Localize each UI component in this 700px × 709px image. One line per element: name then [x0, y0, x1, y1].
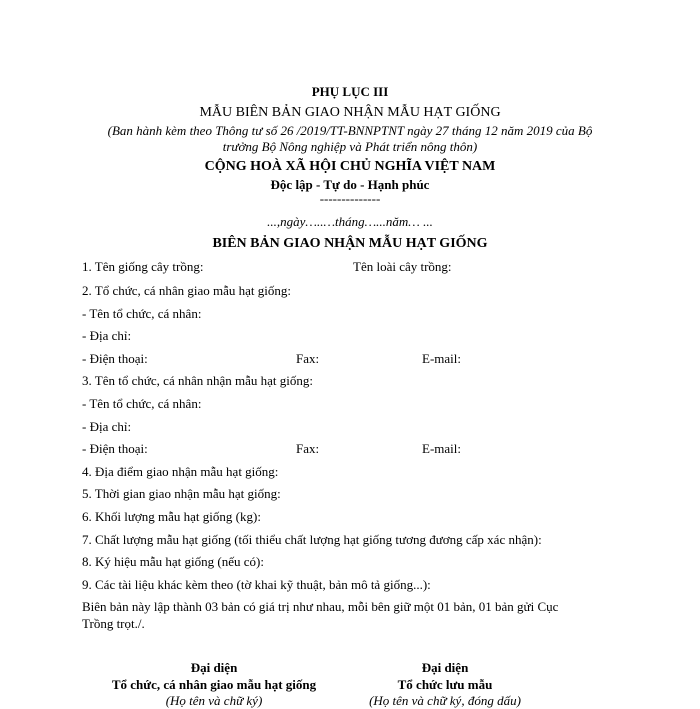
field-sender-address: - Địa chỉ: — [82, 328, 132, 343]
field-receiver-address: - Địa chỉ: — [82, 419, 132, 434]
field-sample-code: 8. Ký hiệu mẫu hạt giống (nếu có): — [82, 554, 264, 569]
closing-statement-line-2: Trồng trọt./. — [82, 616, 145, 631]
header-divider: -------------- — [319, 191, 381, 206]
field-sample-weight: 6. Khối lượng mẫu hạt giống (kg): — [82, 509, 261, 524]
field-crop-variety: 1. Tên giống cây trồng: — [82, 259, 204, 274]
signature-right-party: Tổ chức lưu mẫu — [397, 677, 493, 692]
country-name: CỘNG HOÀ XÃ HỘI CHỦ NGHĨA VIỆT NAM — [204, 159, 496, 174]
field-receiver-email: E-mail: — [422, 441, 461, 456]
signature-left-note: (Họ tên và chữ ký) — [165, 693, 263, 708]
field-receiver: 3. Tên tổ chức, cá nhân nhận mẫu hạt giống: — [82, 373, 313, 388]
field-sender-fax: Fax: — [296, 351, 320, 366]
issued-note-line-1: (Ban hành kèm theo Thông tư số 26 /2019/TT-BNNPTNT ngày 27 tháng 12 năm 2019 của Bộ — [107, 123, 593, 138]
signature-left-party: Tổ chức, cá nhân giao mẫu hạt giống — [111, 677, 317, 692]
appendix-label: PHỤ LỤC III — [311, 84, 389, 99]
field-attachments: 9. Các tài liệu khác kèm theo (tờ khai kỹ thuật, bản mô tả giống...): — [82, 577, 431, 592]
field-sender-name: - Tên tổ chức, cá nhân: — [82, 306, 202, 321]
closing-statement-line-1: Biên bản này lập thành 03 bản có giá trị như nhau, mỗi bên giữ một 01 bản, 01 bản gửi Cục — [82, 599, 559, 614]
field-receiver-phone: - Điện thoại: — [82, 441, 148, 456]
field-sample-quality: 7. Chất lượng mẫu hạt giống (tối thiểu chất lượng hạt giống tương đương cấp xác nhận): — [82, 532, 542, 547]
field-sender-phone: - Điện thoại: — [82, 351, 148, 366]
field-handover-location: 4. Địa điểm giao nhận mẫu hạt giống: — [82, 464, 279, 479]
field-crop-species: Tên loài cây trồng: — [353, 259, 452, 274]
field-handover-time: 5. Thời gian giao nhận mẫu hạt giống: — [82, 486, 281, 501]
field-receiver-fax: Fax: — [296, 441, 320, 456]
signature-left-label: Đại diện — [190, 660, 238, 675]
form-title: MẪU BIÊN BẢN GIAO NHẬN MẪU HẠT GIỐNG — [199, 105, 501, 120]
signature-right-label: Đại diện — [421, 660, 469, 675]
signature-right-note: (Họ tên và chữ ký, đóng dấu) — [369, 693, 521, 708]
national-motto: Độc lập - Tự do - Hạnh phúc — [270, 177, 430, 192]
field-sender: 2. Tổ chức, cá nhân giao mẫu hạt giống: — [82, 283, 291, 298]
document-title: BIÊN BẢN GIAO NHẬN MẪU HẠT GIỐNG — [212, 236, 488, 251]
field-sender-email: E-mail: — [422, 351, 461, 366]
date-line: ...,ngày…..…tháng…...năm… ... — [267, 214, 433, 229]
field-receiver-name: - Tên tổ chức, cá nhân: — [82, 396, 202, 411]
issued-note-line-2: trưởng Bộ Nông nghiệp và Phát triển nông thôn) — [222, 139, 478, 154]
